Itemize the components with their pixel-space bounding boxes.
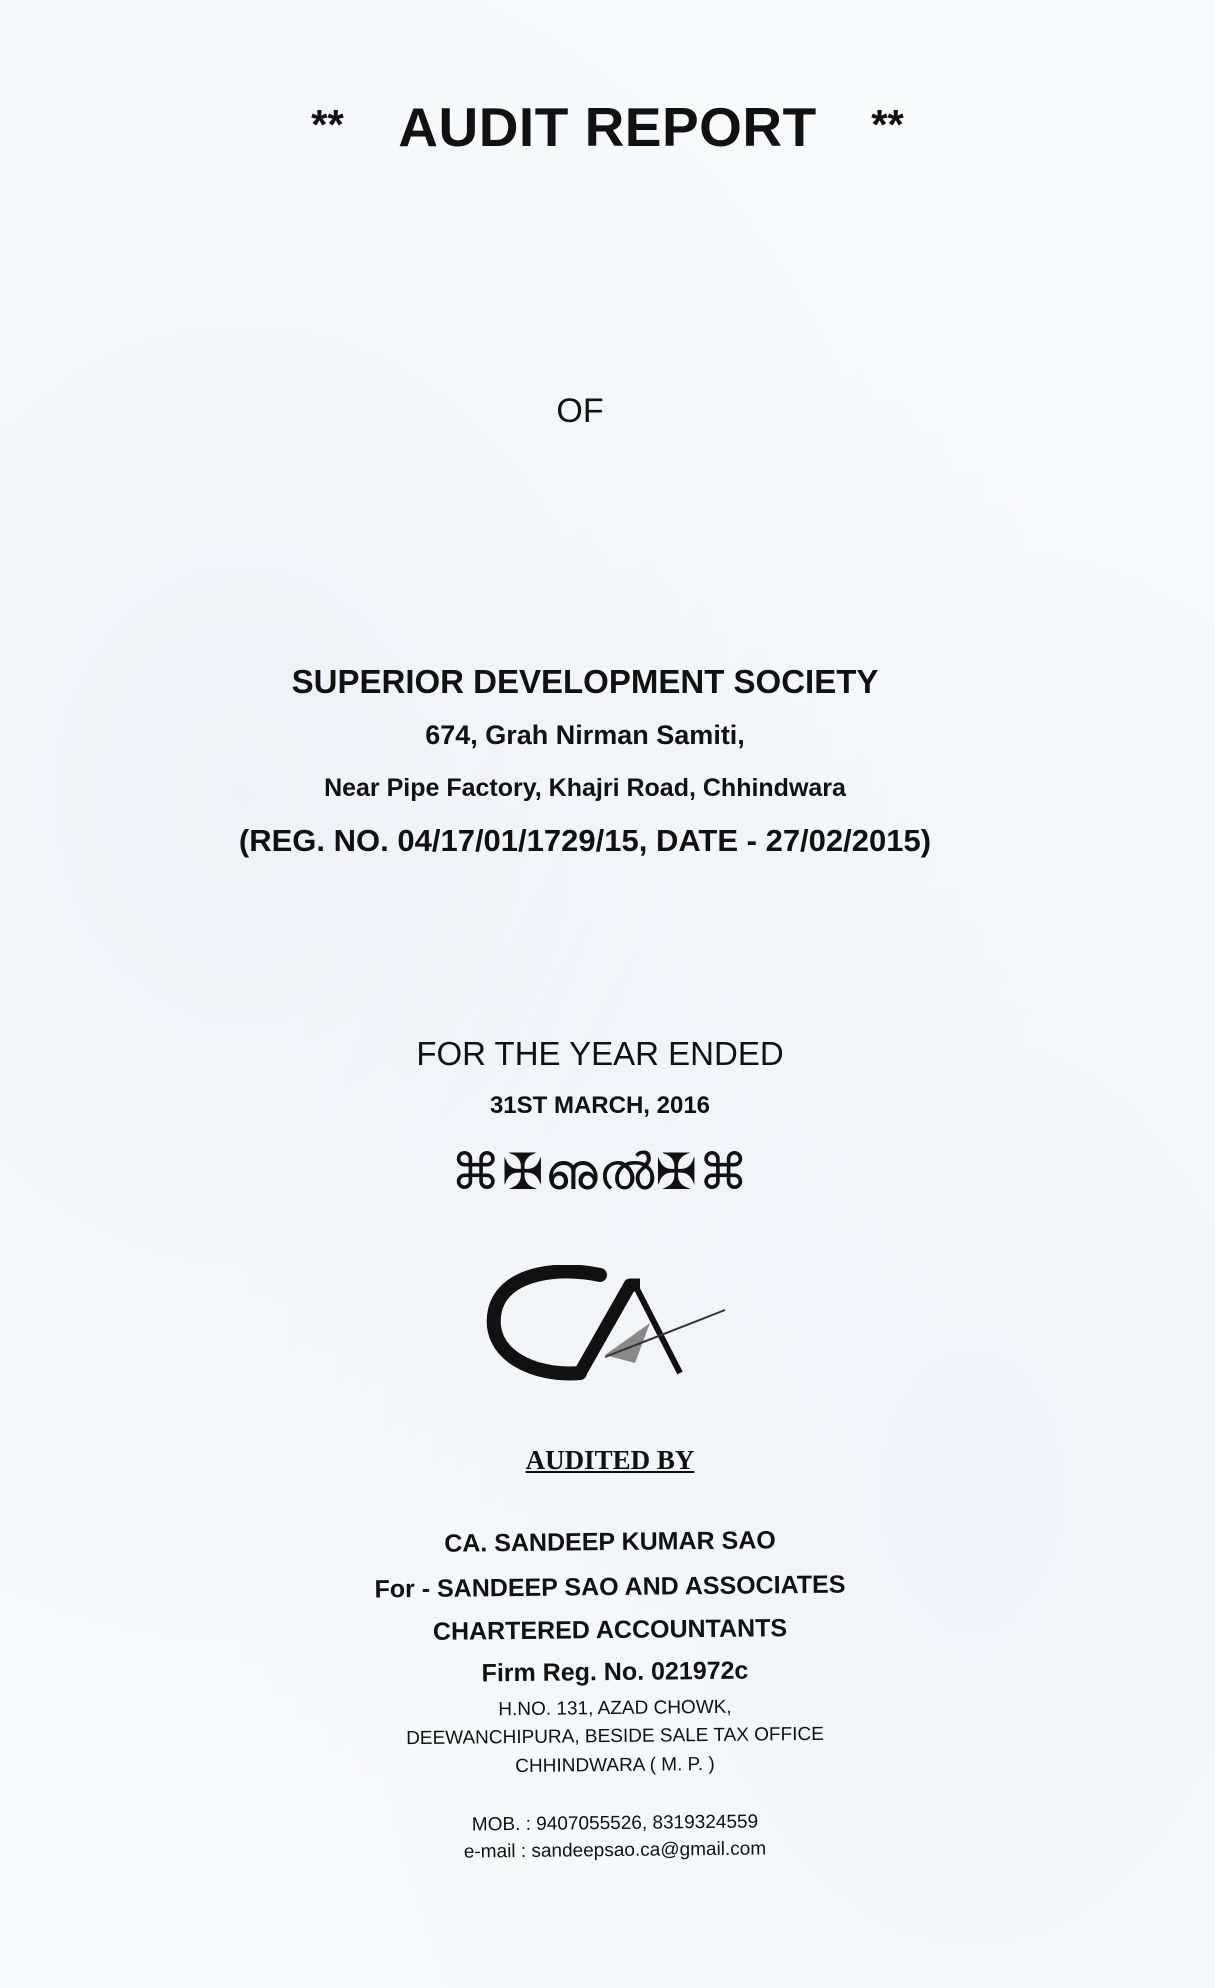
report-header xyxy=(0,95,1215,159)
organization-name: SUPERIOR DEVELOPMENT SOCIETY xyxy=(291,663,879,700)
auditor-firm-reg: Firm Reg. No. 021972c xyxy=(481,1656,749,1688)
auditor-address-line2: DEEWANCHIPURA, BESIDE SALE TAX OFFICE xyxy=(406,1723,824,1750)
right-stars: ** xyxy=(871,101,904,148)
period-date: 31ST MARCH, 2016 xyxy=(489,1092,711,1119)
auditor-address-line1: H.NO. 131, AZAD CHOWK, xyxy=(498,1696,732,1721)
auditor-email: e-mail : sandeepsao.ca@gmail.com xyxy=(463,1838,767,1863)
decorative-ornament: ⌘✠ഌൽ✠⌘ xyxy=(450,1143,750,1201)
organization-address-line2: Near Pipe Factory, Khajri Road, Chhindwara xyxy=(324,774,846,802)
organization-address-line1: 674, Grah Nirman Samiti, xyxy=(425,720,745,750)
auditor-name: CA. SANDEEP KUMAR SAO xyxy=(444,1526,776,1558)
auditor-firm: For - SANDEEP SAO AND ASSOCIATES xyxy=(374,1570,846,1604)
auditor-mobile: MOB. : 9407055526, 8319324559 xyxy=(471,1811,759,1836)
of-text: OF xyxy=(556,392,604,430)
ca-logo-icon xyxy=(485,1265,745,1385)
report-title: AUDIT REPORT xyxy=(398,96,817,158)
audited-by-heading: AUDITED BY xyxy=(525,1445,695,1475)
auditor-address-line3: CHHINDWARA ( M. P. ) xyxy=(515,1753,715,1778)
period-label: FOR THE YEAR ENDED xyxy=(416,1035,784,1072)
left-stars: ** xyxy=(311,101,344,148)
organization-registration: (REG. NO. 04/17/01/1729/15, DATE - 27/02/2015) xyxy=(238,823,932,858)
auditor-designation: CHARTERED ACCOUNTANTS xyxy=(432,1614,788,1646)
